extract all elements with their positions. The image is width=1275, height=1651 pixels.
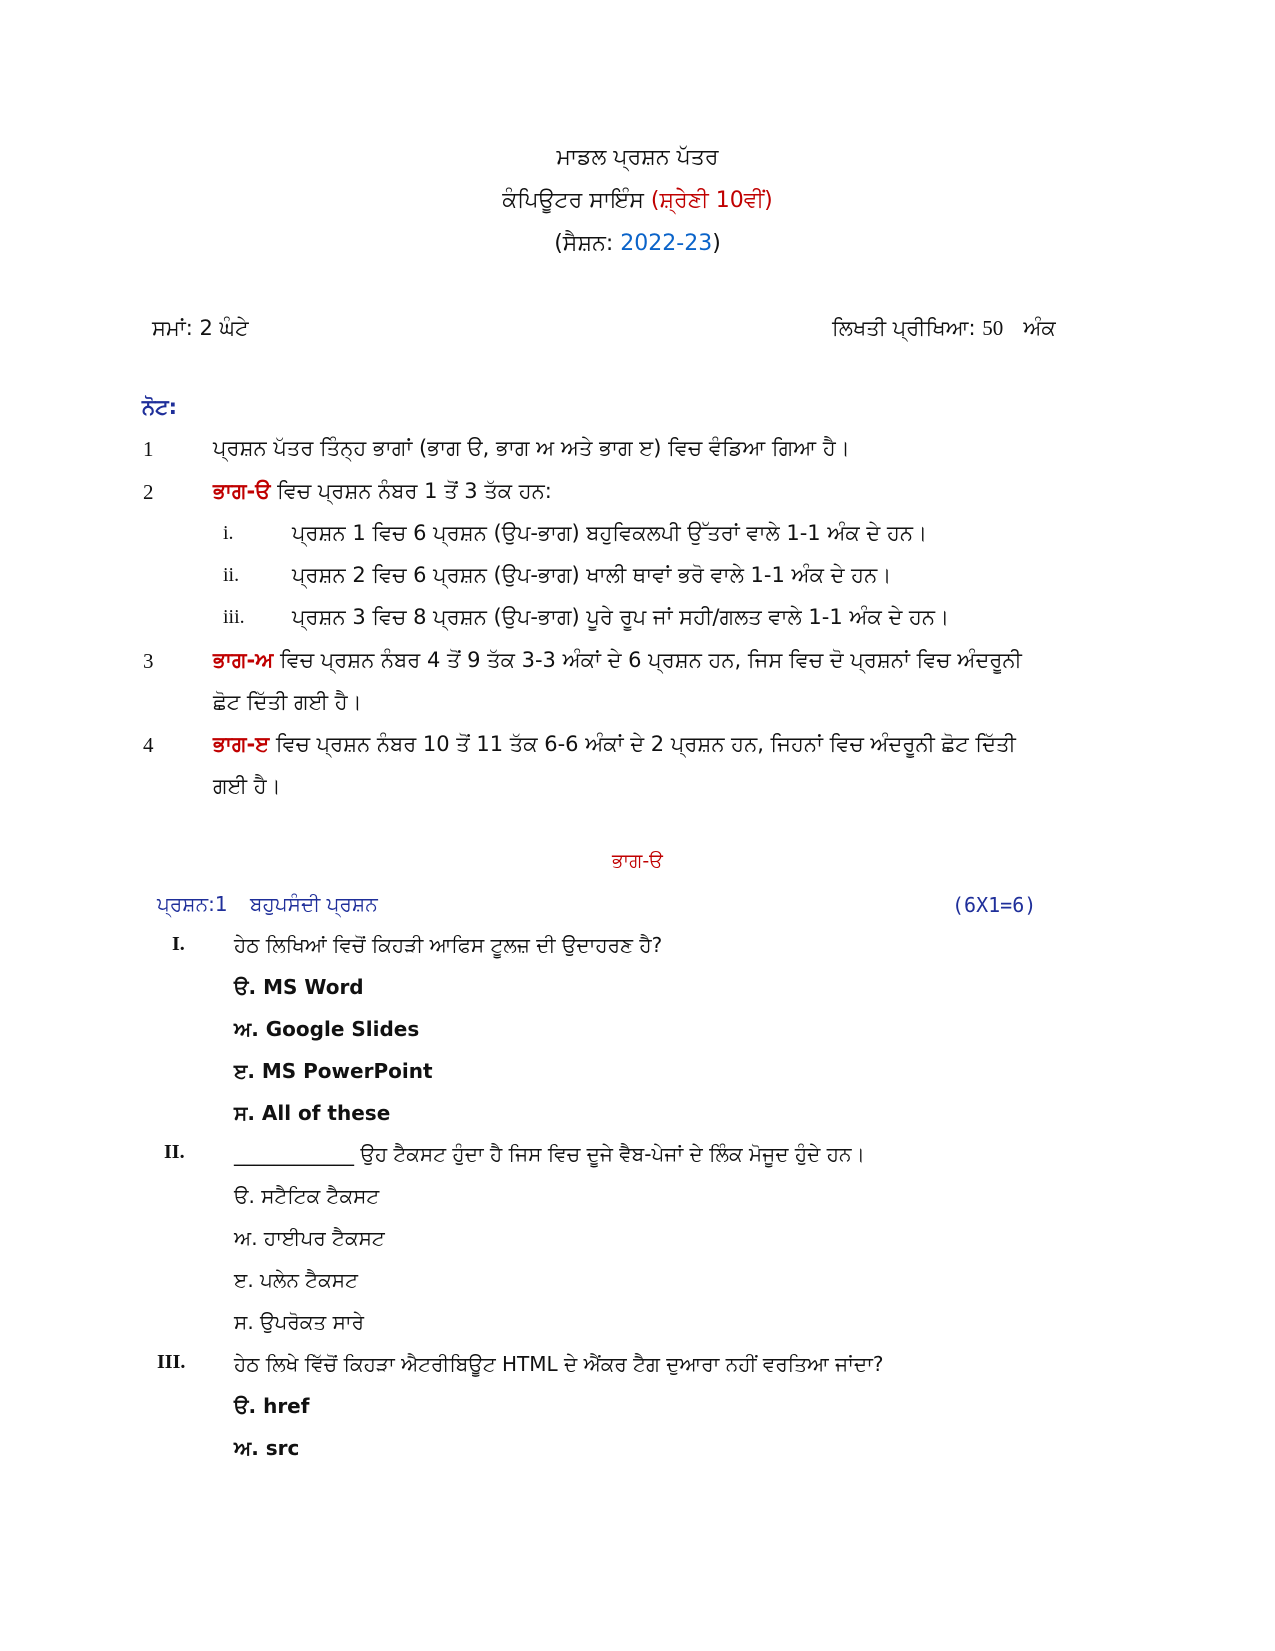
question-marks: (6X1=6) xyxy=(952,893,1037,917)
sub-item-number: iii. xyxy=(223,606,245,628)
session-line xyxy=(0,231,1275,256)
note-item-number: 2 xyxy=(143,480,154,504)
part-label: ਭਾਗ-ੲ xyxy=(213,732,270,756)
part-label: ਭਾਗ-ੳ xyxy=(213,479,271,503)
option: ੲ. ਪਲੇਨ ਟੈਕਸਟ xyxy=(234,1268,358,1292)
sub-item-text: ਪ੍ਰਸ਼ਨ 3 ਵਿਚ 8 ਪ੍ਰਸ਼ਨ (ਉਪ-ਭਾਗ) ਪੂਰੇ ਰੂਪ ਜਾਂ ਸਹੀ/ਗਲਤ ਵਾਲੇ 1-1 ਅੰਕ ਦੇ ਹਨ। xyxy=(292,605,950,629)
note-item-text: ਭਾਗ-ੳ ਵਿਚ ਪ੍ਰਸ਼ਨ ਨੰਬਰ 1 ਤੋਂ 3 ਤੱਕ ਹਨ: xyxy=(213,479,552,503)
question-label: ਪ੍ਰਸ਼ਨ:1 xyxy=(157,892,228,916)
option: ੳ. MS Word xyxy=(234,975,364,999)
exam-label: ਲਿਖਤੀ ਪ੍ਰੀਖਿਆ: xyxy=(832,316,983,340)
sub-item-text: ਪ੍ਰਸ਼ਨ 1 ਵਿਚ 6 ਪ੍ਰਸ਼ਨ (ਉਪ-ਭਾਗ) ਬਹੁਵਿਕਲਪੀ ਉੱਤਰਾਂ ਵਾਲੇ 1-1 ਅੰਕ ਦੇ ਹਨ। xyxy=(292,521,928,545)
note-item-text: ਭਾਗ-ਅ ਵਿਚ ਪ੍ਰਸ਼ਨ ਨੰਬਰ 4 ਤੋਂ 9 ਤੱਕ 3-3 ਅੰਕਾਂ ਦੇ 6 ਪ੍ਰਸ਼ਨ ਹਨ, ਜਿਸ ਵਿਚ ਦੋ ਪ੍ਰਸ਼ਨਾਂ ਵਿਚ ਅੰਦਰੂਨੀ xyxy=(213,648,1022,672)
session-suffix: ) xyxy=(712,231,721,256)
session-year: 2022-23 xyxy=(620,231,713,256)
note-item-text-continued: ਛੋਟ ਦਿੱਤੀ ਗਈ ਹੈ। xyxy=(213,690,362,714)
sub-item-text: ਪ੍ਰਸ਼ਨ 2 ਵਿਚ 6 ਪ੍ਰਸ਼ਨ (ਉਪ-ਭਾਗ) ਖਾਲੀ ਥਾਵਾਂ ਭਰੋ ਵਾਲੇ 1-1 ਅੰਕ ਦੇ ਹਨ। xyxy=(292,563,892,587)
question-title: ਬਹੁਪਸੰਦੀ ਪ੍ਰਸ਼ਨ xyxy=(250,892,378,916)
option: ਸ. All of these xyxy=(234,1101,391,1125)
sub-item-number: ii. xyxy=(223,564,240,586)
option: ੳ. href xyxy=(234,1394,310,1418)
subject-name: ਕੰਪਿਊਟਰ ਸਾਇੰਸ xyxy=(502,188,644,213)
time-allowed: ਸਮਾਂ: 2 ਘੰਟੇ xyxy=(152,316,249,340)
exam-marks-value: 50 xyxy=(982,316,1004,340)
note-item-text-continued: ਗਈ ਹੈ। xyxy=(213,774,281,798)
sub-item-number: i. xyxy=(223,522,234,544)
question-number: I. xyxy=(172,933,185,955)
question-number: II. xyxy=(164,1141,185,1163)
option: ਅ. src xyxy=(234,1436,300,1460)
option: ੳ. ਸਟੈਟਿਕ ਟੈਕਸਟ xyxy=(234,1184,380,1208)
question-text: ਹੇਠ ਲਿਖੇ ਵਿੱਚੋਂ ਕਿਹੜਾ ਐਟਰੀਬਿਊਟ HTML ਦੇ ਐਂਕਰ ਟੈਗ ਦੁਆਰਾ ਨਹੀਂ ਵਰਤਿਆ ਜਾਂਦਾ? xyxy=(234,1352,884,1376)
session-prefix: (ਸੈਸ਼ਨ: xyxy=(554,231,614,256)
paper-title: ਮਾਡਲ ਪ੍ਰਸ਼ਨ ਪੱਤਰ xyxy=(556,145,719,170)
note-heading: ਨੋਟ: xyxy=(142,395,177,419)
question-text: ਹੇਠ ਲਿਖਿਆਂ ਵਿਚੋਂ ਕਿਹੜੀ ਆਫਿਸ ਟੂਲਜ਼ ਦੀ ਉਦਾਹਰਣ ਹੈ? xyxy=(234,933,663,957)
class-label: (ਸ਼੍ਰੇਣੀ 10ਵੀਂ) xyxy=(650,188,773,213)
note-item-number: 3 xyxy=(143,649,154,673)
written-exam-marks xyxy=(832,316,1056,341)
option: ਸ. ਉਪਰੋਕਤ ਸਾਰੇ xyxy=(234,1310,365,1334)
note-item-number: 4 xyxy=(143,733,154,757)
option: ਅ. ਹਾਈਪਰ ਟੈਕਸਟ xyxy=(234,1226,385,1250)
section-heading: ਭਾਗ-ੳ xyxy=(612,850,663,872)
option: ਅ. Google Slides xyxy=(234,1017,420,1041)
note-item-number: 1 xyxy=(143,437,154,461)
question-text: ____________ ਉਹ ਟੈਕਸਟ ਹੁੰਦਾ ਹੈ ਜਿਸ ਵਿਚ ਦੂਜੇ ਵੈਬ-ਪੇਜਾਂ ਦੇ ਲਿੰਕ ਮੋਜੂਦ ਹੁੰਦੇ ਹਨ। xyxy=(234,1142,865,1166)
note-item-text: ਪ੍ਰਸ਼ਨ ਪੱਤਰ ਤਿੰਨ੍ਹ ਭਾਗਾਂ (ਭਾਗ ੳ, ਭਾਗ ਅ ਅਤੇ ਭਾਗ ੲ) ਵਿਚ ਵੰਡਿਆ ਗਿਆ ਹੈ। xyxy=(213,436,850,460)
subject-line xyxy=(0,188,1275,213)
exam-unit: ਅੰਕ xyxy=(1023,316,1056,340)
note-item-text: ਭਾਗ-ੲ ਵਿਚ ਪ੍ਰਸ਼ਨ ਨੰਬਰ 10 ਤੋਂ 11 ਤੱਕ 6-6 ਅੰਕਾਂ ਦੇ 2 ਪ੍ਰਸ਼ਨ ਹਨ, ਜਿਹਨਾਂ ਵਿਚ ਅੰਦਰੂਨੀ ਛੋਟ ਦਿੱਤੀ xyxy=(213,732,1016,756)
question-number: III. xyxy=(157,1351,186,1373)
part-label: ਭਾਗ-ਅ xyxy=(213,648,274,672)
option: ੲ. MS PowerPoint xyxy=(234,1059,433,1083)
